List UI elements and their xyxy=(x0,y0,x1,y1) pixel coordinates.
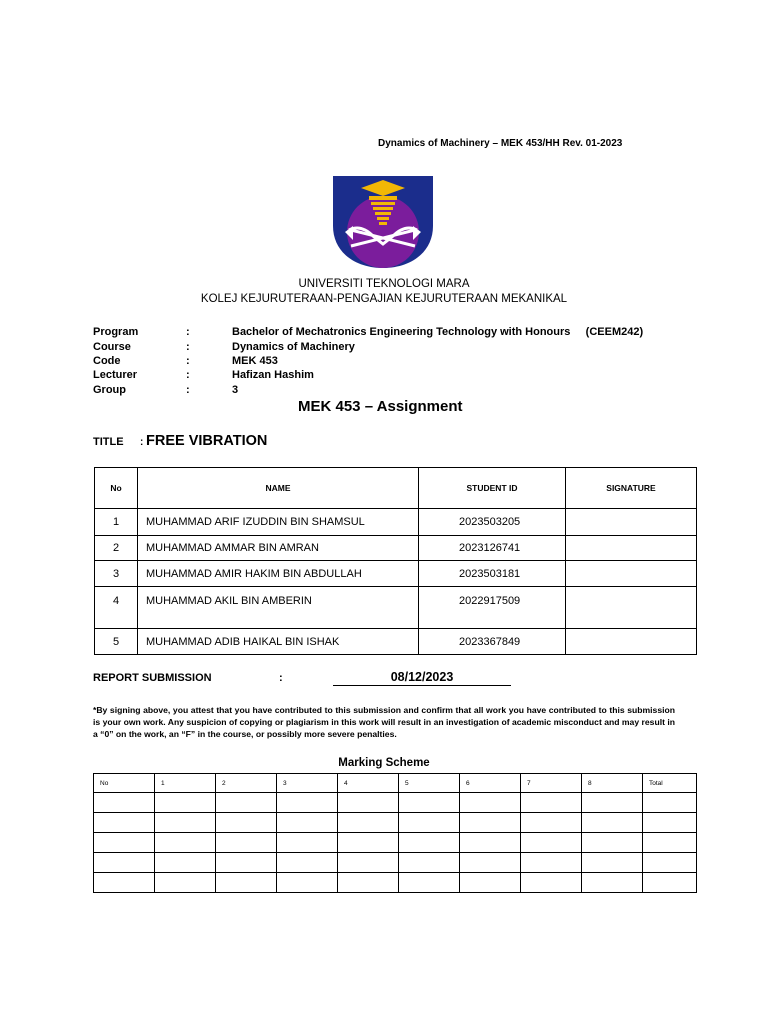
marking-header-cell: 8 xyxy=(582,774,643,793)
title-value: FREE VIBRATION xyxy=(146,433,268,449)
mark-cell[interactable] xyxy=(460,793,521,813)
mark-cell[interactable] xyxy=(399,813,460,833)
marking-header-cell: 4 xyxy=(338,774,399,793)
marking-row xyxy=(94,833,697,853)
mark-cell[interactable] xyxy=(94,793,155,813)
info-colon: : xyxy=(186,341,190,353)
marking-row xyxy=(94,853,697,873)
mark-cell[interactable] xyxy=(521,873,582,893)
members-table xyxy=(94,467,697,655)
mark-cell[interactable] xyxy=(338,853,399,873)
mark-cell[interactable] xyxy=(155,853,216,873)
marking-header-cell: No xyxy=(94,774,155,793)
mark-cell[interactable] xyxy=(460,833,521,853)
university-name: UNIVERSITI TEKNOLOGI MARA xyxy=(298,278,470,290)
marking-scheme-title: Marking Scheme xyxy=(338,757,430,769)
mark-cell[interactable] xyxy=(521,833,582,853)
signature-cell[interactable] xyxy=(566,561,697,587)
row-name: MUHAMMAD AMIR HAKIM BIN ABDULLAH xyxy=(138,561,419,587)
faculty-name: KOLEJ KEJURUTERAAN-PENGAJIAN KEJURUTERAAN MEKANIKAL xyxy=(200,293,568,305)
info-value-group: 3 xyxy=(232,384,239,396)
table-row xyxy=(95,629,697,655)
mark-cell[interactable] xyxy=(338,793,399,813)
row-name: MUHAMMAD AMMAR BIN AMRAN xyxy=(138,536,419,561)
marking-scheme-table xyxy=(93,773,697,893)
mark-cell[interactable] xyxy=(216,833,277,853)
table-row xyxy=(95,536,697,561)
info-colon: : xyxy=(186,384,190,396)
mark-cell[interactable] xyxy=(643,813,697,833)
mark-cell[interactable] xyxy=(94,833,155,853)
mark-cell[interactable] xyxy=(399,833,460,853)
mark-cell[interactable] xyxy=(643,853,697,873)
mark-cell[interactable] xyxy=(94,813,155,833)
mark-cell[interactable] xyxy=(277,873,338,893)
table-row xyxy=(95,509,697,536)
mark-cell[interactable] xyxy=(521,793,582,813)
submission-date: 08/12/2023 xyxy=(333,670,511,686)
marking-header-cell: 2 xyxy=(216,774,277,793)
title-label: TITLE xyxy=(93,436,124,448)
mark-cell[interactable] xyxy=(155,873,216,893)
row-no: 1 xyxy=(95,509,138,536)
info-value-course: Dynamics of Machinery xyxy=(232,341,355,353)
header-student-id: STUDENT ID xyxy=(419,468,566,509)
document-reference: Dynamics of Machinery – MEK 453/HH Rev. 01-2023 xyxy=(378,138,623,149)
mark-cell[interactable] xyxy=(277,793,338,813)
mark-cell[interactable] xyxy=(582,853,643,873)
info-colon: : xyxy=(186,355,190,367)
mark-cell[interactable] xyxy=(216,793,277,813)
assignment-title: MEK 453 – Assignment xyxy=(298,398,463,415)
mark-cell[interactable] xyxy=(155,793,216,813)
marking-header-cell: 3 xyxy=(277,774,338,793)
mark-cell[interactable] xyxy=(94,873,155,893)
marking-header-cell: Total xyxy=(643,774,697,793)
row-no: 2 xyxy=(95,536,138,561)
info-value-code: MEK 453 xyxy=(232,355,278,367)
row-name: MUHAMMAD AKIL BIN AMBERIN xyxy=(138,587,419,629)
header-no: No xyxy=(95,468,138,509)
marking-header-cell: 7 xyxy=(521,774,582,793)
marking-header-cell: 6 xyxy=(460,774,521,793)
row-student-id: 2023367849 xyxy=(419,629,566,655)
mark-cell[interactable] xyxy=(643,873,697,893)
mark-cell[interactable] xyxy=(582,873,643,893)
marking-header-cell: 1 xyxy=(155,774,216,793)
info-label-group: Group xyxy=(93,384,126,396)
marking-header-row xyxy=(94,774,697,793)
university-logo xyxy=(331,174,435,270)
info-label-lecturer: Lecturer xyxy=(93,369,138,381)
marking-header-cell: 5 xyxy=(399,774,460,793)
mark-cell[interactable] xyxy=(399,853,460,873)
header-signature: SIGNATURE xyxy=(566,468,697,509)
mark-cell[interactable] xyxy=(521,853,582,873)
info-label-program: Program xyxy=(93,326,139,338)
mark-cell[interactable] xyxy=(521,813,582,833)
mark-cell[interactable] xyxy=(582,793,643,813)
mark-cell[interactable] xyxy=(94,853,155,873)
row-student-id: 2022917509 xyxy=(419,587,566,629)
mark-cell[interactable] xyxy=(338,813,399,833)
mark-cell[interactable] xyxy=(216,813,277,833)
mark-cell[interactable] xyxy=(582,813,643,833)
signature-cell[interactable] xyxy=(566,629,697,655)
info-value-lecturer: Hafizan Hashim xyxy=(232,369,314,381)
mark-cell[interactable] xyxy=(582,833,643,853)
info-colon: : xyxy=(186,369,190,381)
mark-cell[interactable] xyxy=(460,813,521,833)
mark-cell[interactable] xyxy=(338,833,399,853)
signature-cell[interactable] xyxy=(566,587,697,629)
row-name: MUHAMMAD ADIB HAIKAL BIN ISHAK xyxy=(138,629,419,655)
row-no: 4 xyxy=(95,587,138,629)
mark-cell[interactable] xyxy=(155,833,216,853)
row-no: 5 xyxy=(95,629,138,655)
mark-cell[interactable] xyxy=(460,853,521,873)
marking-row xyxy=(94,793,697,813)
table-row xyxy=(95,561,697,587)
row-no: 3 xyxy=(95,561,138,587)
marking-row xyxy=(94,873,697,893)
signature-cell[interactable] xyxy=(566,509,697,536)
info-label-course: Course xyxy=(93,341,131,353)
header-name: NAME xyxy=(138,468,419,509)
mark-cell[interactable] xyxy=(338,873,399,893)
disclaimer-text: *By signing above, you attest that you have contributed to this submission and confirm that all work you have contributed to this submission is your own work. Any suspicion of copying or plagiarism in this work will result in an investigation of academic misconduct and may result in a “0” on the work, an “F” in the course, or possibly more severe penalties. xyxy=(93,705,675,739)
row-student-id: 2023503181 xyxy=(419,561,566,587)
table-row xyxy=(95,587,697,629)
mark-cell[interactable] xyxy=(643,833,697,853)
signature-cell[interactable] xyxy=(566,536,697,561)
mark-cell[interactable] xyxy=(399,873,460,893)
info-colon: : xyxy=(186,326,190,338)
members-header-row xyxy=(95,468,697,509)
row-student-id: 2023126741 xyxy=(419,536,566,561)
submission-label: REPORT SUBMISSION xyxy=(93,672,212,684)
info-value-program: Bachelor of Mechatronics Engineering Technology with Honours (CEEM242) xyxy=(232,326,644,338)
mark-cell[interactable] xyxy=(155,813,216,833)
info-label-code: Code xyxy=(93,355,121,367)
row-student-id: 2023503205 xyxy=(419,509,566,536)
mark-cell[interactable] xyxy=(277,813,338,833)
submission-colon: : xyxy=(279,672,283,684)
mark-cell[interactable] xyxy=(216,873,277,893)
row-name: MUHAMMAD ARIF IZUDDIN BIN SHAMSUL xyxy=(138,509,419,536)
mark-cell[interactable] xyxy=(216,853,277,873)
marking-row xyxy=(94,813,697,833)
mark-cell[interactable] xyxy=(460,873,521,893)
title-colon: : xyxy=(140,437,144,448)
mark-cell[interactable] xyxy=(277,833,338,853)
mark-cell[interactable] xyxy=(399,793,460,813)
mark-cell[interactable] xyxy=(643,793,697,813)
mark-cell[interactable] xyxy=(277,853,338,873)
